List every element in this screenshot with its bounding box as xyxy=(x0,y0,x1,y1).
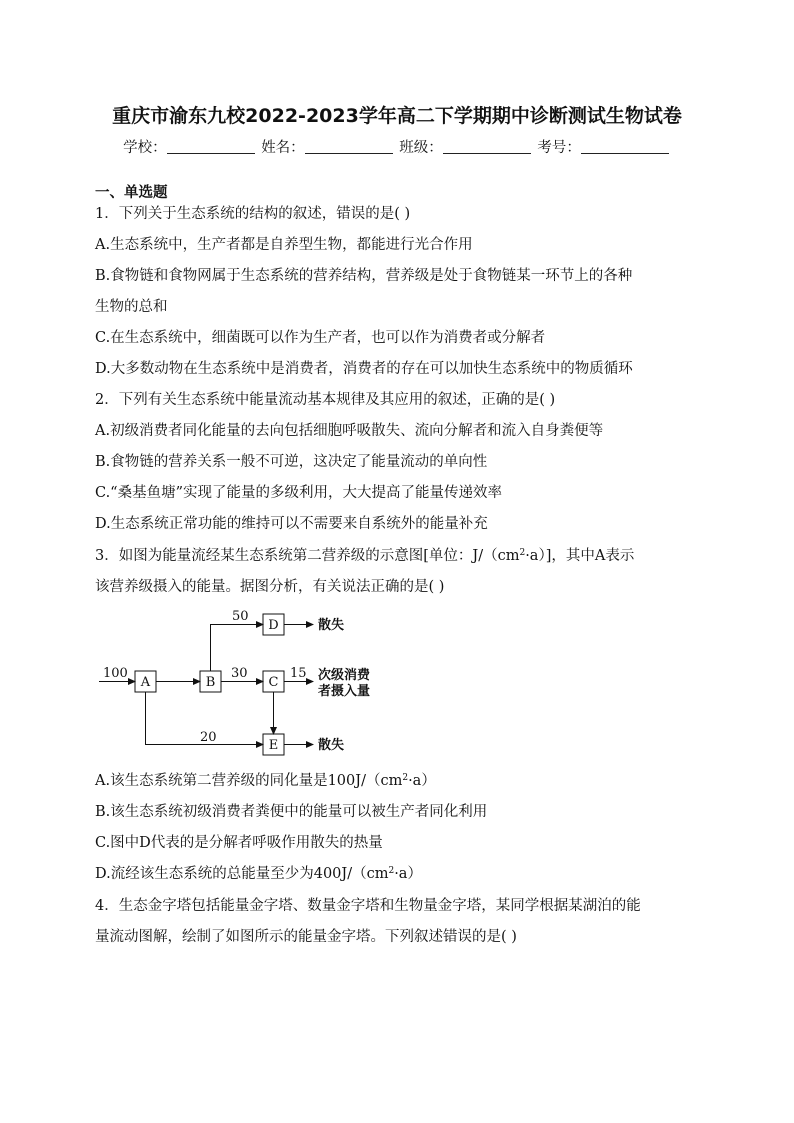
exam-number-label: 考号： xyxy=(537,140,581,156)
name-label: 姓名： xyxy=(261,140,305,156)
question-2-option-a: A.初级消费者同化能量的去向包括细胞呼吸散失、流向分解者和流入自身粪便等 xyxy=(95,423,604,439)
question-4-stem: 4．生态金字塔包括能量金字塔、数量金字塔和生物量金字塔，某同学根据某湖泊的能 xyxy=(95,898,641,914)
question-2-option-b: B.食物链的营养关系一般不可逆，这决定了能量流动的单向性 xyxy=(95,454,488,470)
value-c-out: 15 xyxy=(290,666,307,681)
question-3-stem-text: 3．如图为能量流经某生态系统第二营养级的示意图[单位：J/（cm xyxy=(95,548,520,564)
output-c-label-line1: 次级消费 xyxy=(318,668,371,683)
student-info-row xyxy=(0,136,794,157)
node-e-label: E xyxy=(268,738,279,753)
output-e-label: 散失 xyxy=(318,738,345,753)
superscript: 2 xyxy=(402,773,409,783)
option-text-end: ·a） xyxy=(408,773,436,789)
node-c-label: C xyxy=(268,675,279,690)
question-3-option-c: C.图中D代表的是分解者呼吸作用散失的热量 xyxy=(95,835,383,851)
question-3-stem-text-end: ·a）]，其中A表示 xyxy=(525,548,635,564)
value-into-a: 100 xyxy=(103,666,128,681)
value-b-to-c: 30 xyxy=(231,666,248,681)
node-d-label: D xyxy=(268,618,279,633)
node-b-label: B xyxy=(205,675,216,690)
option-text: D.流经该生态系统的总能量至少为400J/（cm xyxy=(95,866,389,882)
school-field[interactable] xyxy=(167,139,255,154)
question-3-stem xyxy=(95,546,705,566)
section-title: 一、单选题 xyxy=(95,185,168,201)
class-label: 班级： xyxy=(399,140,443,156)
question-1-option-c: C.在生态系统中，细菌既可以作为生产者，也可以作为消费者或分解者 xyxy=(95,330,546,346)
superscript: 2 xyxy=(388,866,395,876)
question-1-option-d: D.大多数动物在生态系统中是消费者，消费者的存在可以加快生态系统中的物质循环 xyxy=(95,361,633,377)
option-text-end: ·a） xyxy=(394,866,422,882)
school-label: 学校： xyxy=(123,140,167,156)
question-4-stem-cont: 量流动图解，绘制了如图所示的能量金字塔。下列叙述错误的是( ) xyxy=(95,929,517,945)
output-c-label-line2: 者摄入量 xyxy=(318,684,371,699)
question-1-option-a: A.生态系统中，生产者都是自养型生物，都能进行光合作用 xyxy=(95,237,473,253)
value-a-to-e: 20 xyxy=(200,730,217,745)
question-1-option-b: B.食物链和食物网属于生态系统的营养结构，营养级是处于食物链某一环节上的各种 xyxy=(95,268,633,284)
question-2-stem: 2．下列有关生态系统中能量流动基本规律及其应用的叙述，正确的是( ) xyxy=(95,392,556,408)
question-2-option-d: D.生态系统正常功能的维持可以不需要来自系统外的能量补充 xyxy=(95,516,488,532)
arrow-b-to-d xyxy=(211,625,264,672)
option-text: A.该生态系统第二营养级的同化量是100J/（cm xyxy=(95,773,403,789)
class-field[interactable] xyxy=(443,139,531,154)
exam-number-field[interactable] xyxy=(581,139,669,154)
page-title: 重庆市渝东九校2022-2023学年高二下学期期中诊断测试生物试卷 xyxy=(112,105,682,127)
energy-flow-diagram xyxy=(95,604,395,764)
question-1-stem: 1．下列关于生态系统的结构的叙述，错误的是( ) xyxy=(95,206,411,222)
superscript: 2 xyxy=(519,548,526,558)
question-3-option-a xyxy=(95,771,705,791)
question-2-option-c: C.“桑基鱼塘”实现了能量的多级利用，大大提高了能量传递效率 xyxy=(95,485,503,501)
name-field[interactable] xyxy=(305,139,393,154)
value-b-to-d: 50 xyxy=(232,609,249,624)
question-1-option-b-cont: 生物的总和 xyxy=(95,299,168,315)
node-a-label: A xyxy=(140,675,151,690)
question-3-option-b: B.该生态系统初级消费者粪便中的能量可以被生产者同化利用 xyxy=(95,804,488,820)
question-3-stem-cont: 该营养级摄入的能量。据图分析，有关说法正确的是( ) xyxy=(95,579,445,595)
question-3-option-d xyxy=(95,864,705,884)
output-d-label: 散失 xyxy=(318,618,345,633)
